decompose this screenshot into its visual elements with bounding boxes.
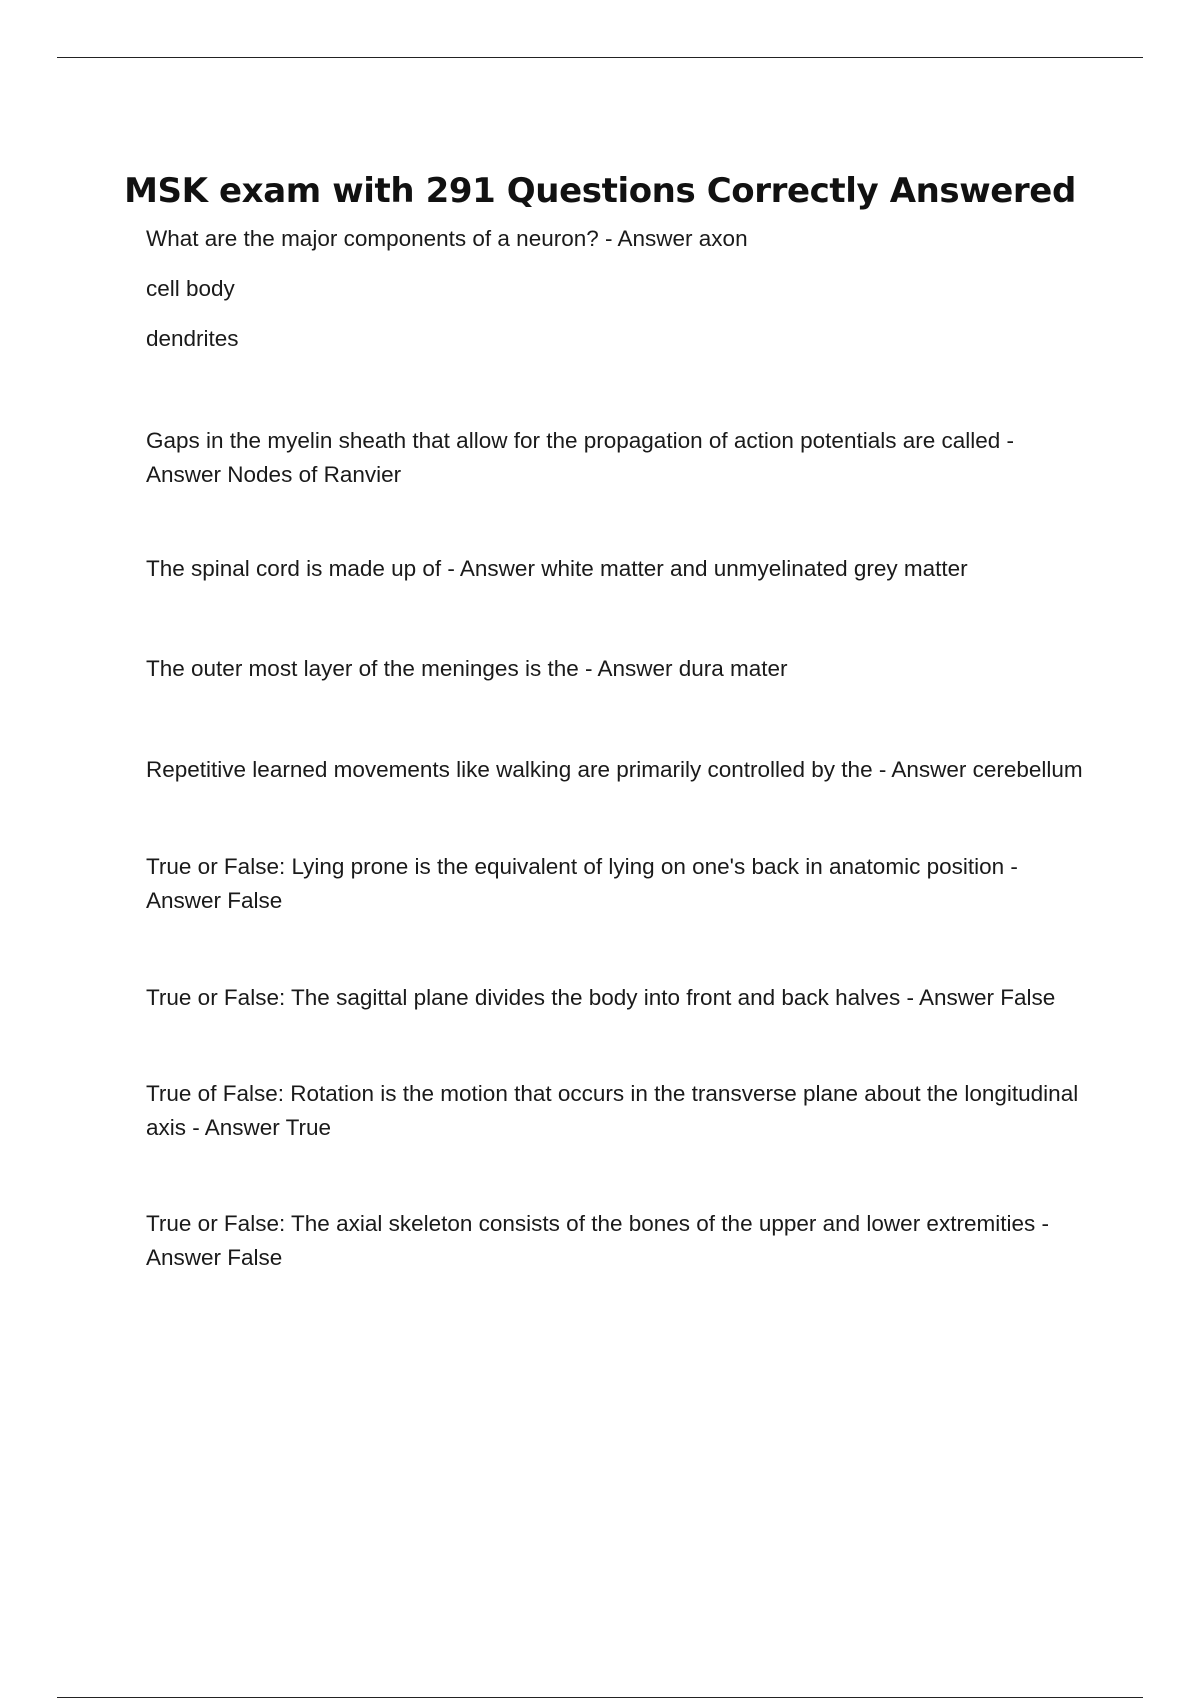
qa-line: What are the major components of a neuron? - Answer axon — [146, 226, 748, 251]
qa-item — [146, 1207, 1091, 1275]
qa-line: Repetitive learned movements like walking are primarily controlled by the - Answer cerebellum — [146, 757, 1083, 782]
qa-item — [146, 850, 1091, 918]
qa-item — [146, 424, 1091, 492]
qa-item — [146, 652, 1091, 686]
qa-line: The spinal cord is made up of - Answer white matter and unmyelinated grey matter — [146, 556, 968, 581]
qa-line: True of False: Rotation is the motion that occurs in the transverse plane about the longitudinal axis - Answer True — [146, 1081, 1079, 1140]
bottom-rule — [57, 1697, 1143, 1698]
qa-line: True or False: The sagittal plane divides the body into front and back halves - Answer False — [146, 985, 1056, 1010]
qa-item — [146, 753, 1091, 787]
qa-item — [146, 981, 1091, 1015]
qa-line: True or False: The axial skeleton consists of the bones of the upper and lower extremities - Answer False — [146, 1211, 1049, 1270]
qa-line: Gaps in the myelin sheath that allow for the propagation of action potentials are called - Answer Nodes of Ranvier — [146, 428, 1015, 487]
qa-line: dendrites — [146, 326, 239, 351]
top-rule — [57, 57, 1143, 58]
qa-item — [146, 1077, 1091, 1145]
qa-line: cell body — [146, 276, 235, 301]
qa-item — [146, 222, 1091, 356]
qa-content — [146, 222, 1091, 1275]
qa-item — [146, 552, 1091, 586]
qa-line: The outer most layer of the meninges is the - Answer dura mater — [146, 656, 788, 681]
qa-line: True or False: Lying prone is the equivalent of lying on one's back in anatomic position - Answer False — [146, 854, 1018, 913]
page-title: MSK exam with 291 Questions Correctly Answered — [124, 170, 1076, 211]
